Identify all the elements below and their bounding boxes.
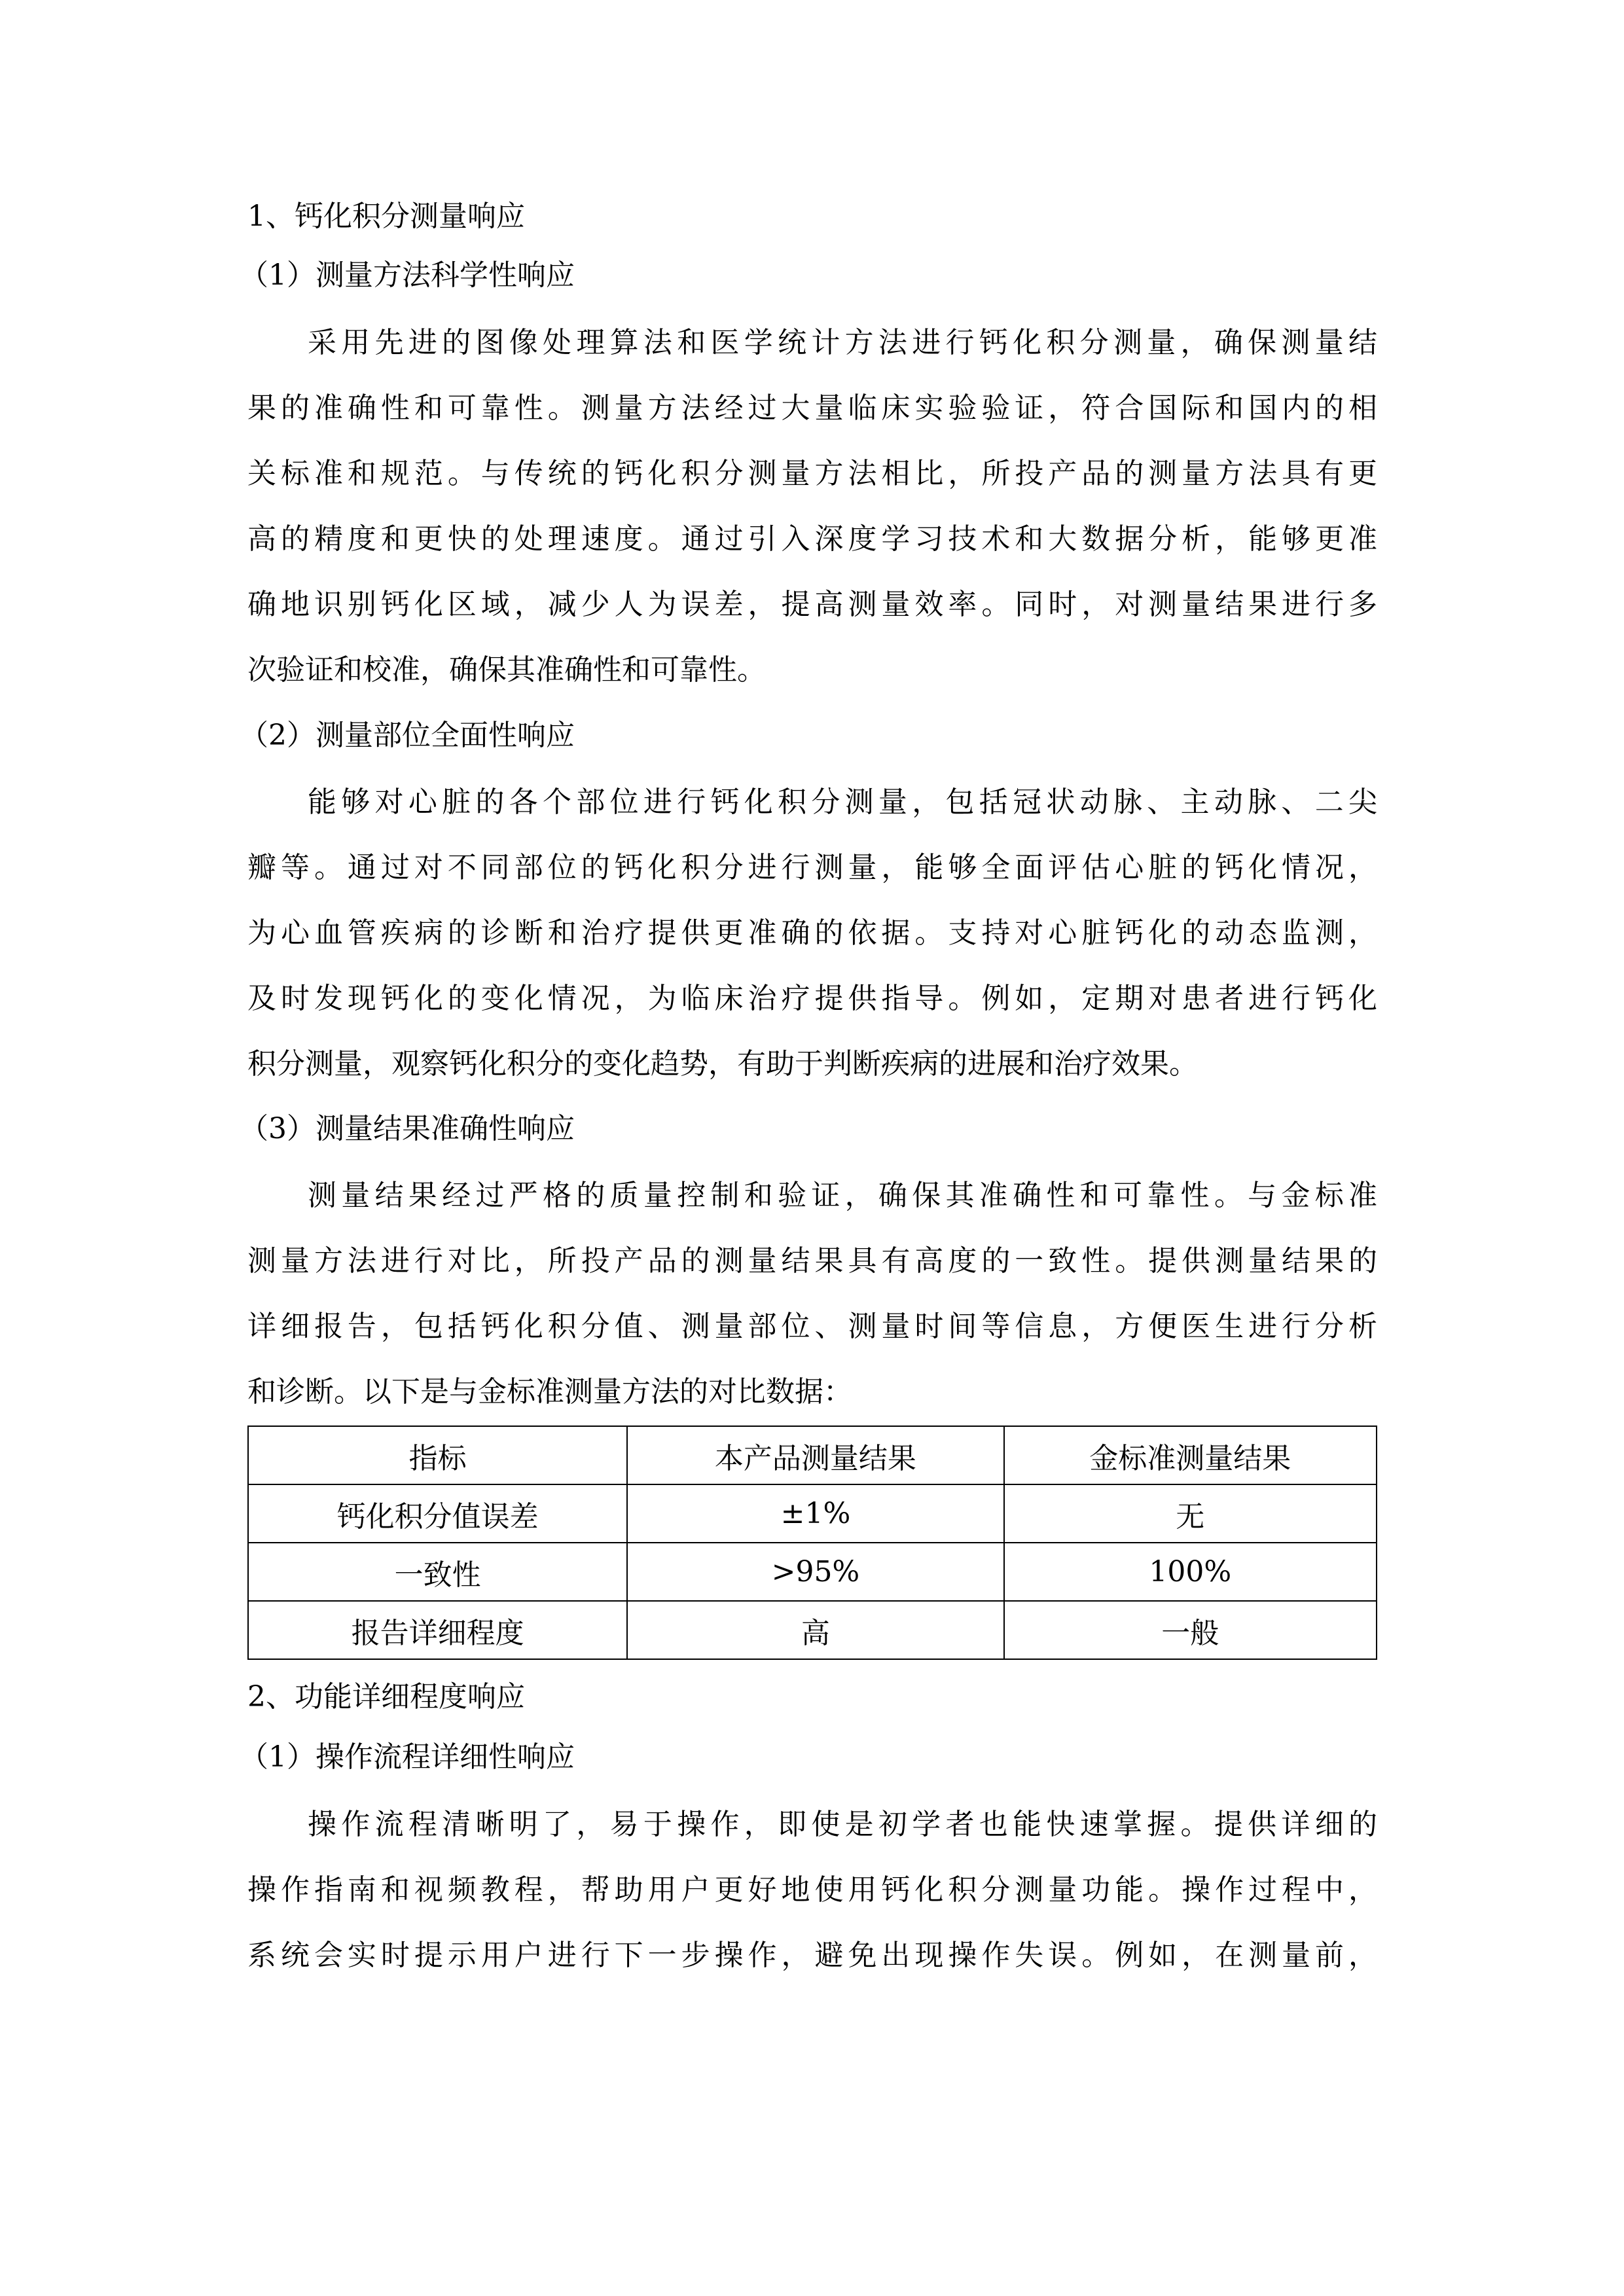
table-cell: 100% — [1004, 1543, 1377, 1601]
paragraph-line: 果的准确性和可靠性。测量方法经过大量临床实验验证，符合国际和国内的相 — [247, 391, 1377, 425]
table-cell: 无 — [1004, 1484, 1377, 1543]
table-cell: 钙化积分值误差 — [248, 1484, 627, 1543]
table-cell: >95% — [627, 1543, 1003, 1601]
table-header-cell: 金标准测量结果 — [1004, 1426, 1377, 1484]
paragraph-line: 瓣等。通过对不同部位的钙化积分进行测量，能够全面评估心脏的钙化情况， — [247, 851, 1377, 884]
paragraph-line: 及时发现钙化的变化情况，为临床治疗提供指导。例如，定期对患者进行钙化 — [247, 982, 1377, 1015]
comparison-table — [247, 1426, 1377, 1660]
subsection-heading-2-1: （1）操作流程详细性响应 — [240, 1740, 575, 1774]
table-header-cell: 指标 — [248, 1426, 627, 1484]
paragraph-line: 高的精度和更快的处理速度。通过引入深度学习技术和大数据分析，能够更准 — [247, 522, 1377, 556]
paragraph-line: 能够对心脏的各个部位进行钙化积分测量，包括冠状动脉、主动脉、二尖 — [308, 785, 1377, 819]
table-row — [248, 1601, 1377, 1659]
paragraph-line: 积分测量，观察钙化积分的变化趋势，有助于判断疾病的进展和治疗效果。 — [247, 1047, 1198, 1081]
subsection-heading-1-2: （2）测量部位全面性响应 — [240, 719, 575, 752]
table-row — [248, 1543, 1377, 1601]
table-cell: 高 — [627, 1601, 1003, 1659]
section-heading-1: 1、钙化积分测量响应 — [247, 200, 525, 233]
table-cell: 一般 — [1004, 1601, 1377, 1659]
table-cell: 一致性 — [248, 1543, 627, 1601]
table-header-cell: 本产品测量结果 — [627, 1426, 1003, 1484]
paragraph-line: 确地识别钙化区域，减少人为误差，提高测量效率。同时，对测量结果进行多 — [247, 588, 1377, 621]
paragraph-line: 采用先进的图像处理算法和医学统计方法进行钙化积分测量，确保测量结 — [308, 326, 1377, 359]
paragraph-line: 系统会实时提示用户进行下一步操作，避免出现操作失误。例如，在测量前， — [247, 1939, 1377, 1972]
paragraph-line: 操作流程清晰明了，易于操作，即使是初学者也能快速掌握。提供详细的 — [308, 1808, 1377, 1841]
paragraph-line: 为心血管疾病的诊断和治疗提供更准确的依据。支持对心脏钙化的动态监测， — [247, 916, 1377, 950]
paragraph-line: 测量结果经过严格的质量控制和验证，确保其准确性和可靠性。与金标准 — [308, 1179, 1377, 1212]
section-heading-2: 2、功能详细程度响应 — [247, 1680, 525, 1713]
paragraph-line: 次验证和校准，确保其准确性和可靠性。 — [247, 653, 766, 687]
paragraph-line: 和诊断。以下是与金标准测量方法的对比数据： — [247, 1375, 852, 1408]
document-page — [240, 0, 1377, 2296]
table-cell: 报告详细程度 — [248, 1601, 627, 1659]
subsection-heading-1-3: （3）测量结果准确性响应 — [240, 1112, 575, 1145]
table-row — [248, 1484, 1377, 1543]
subsection-heading-1-1: （1）测量方法科学性响应 — [240, 259, 575, 292]
table-header-row — [248, 1426, 1377, 1484]
table-cell: ±1% — [627, 1484, 1003, 1543]
paragraph-line: 测量方法进行对比，所投产品的测量结果具有高度的一致性。提供测量结果的 — [247, 1244, 1377, 1278]
paragraph-line: 操作指南和视频教程，帮助用户更好地使用钙化积分测量功能。操作过程中， — [247, 1873, 1377, 1907]
paragraph-line: 关标准和规范。与传统的钙化积分测量方法相比，所投产品的测量方法具有更 — [247, 457, 1377, 490]
paragraph-line: 详细报告，包括钙化积分值、测量部位、测量时间等信息，方便医生进行分析 — [247, 1310, 1377, 1343]
